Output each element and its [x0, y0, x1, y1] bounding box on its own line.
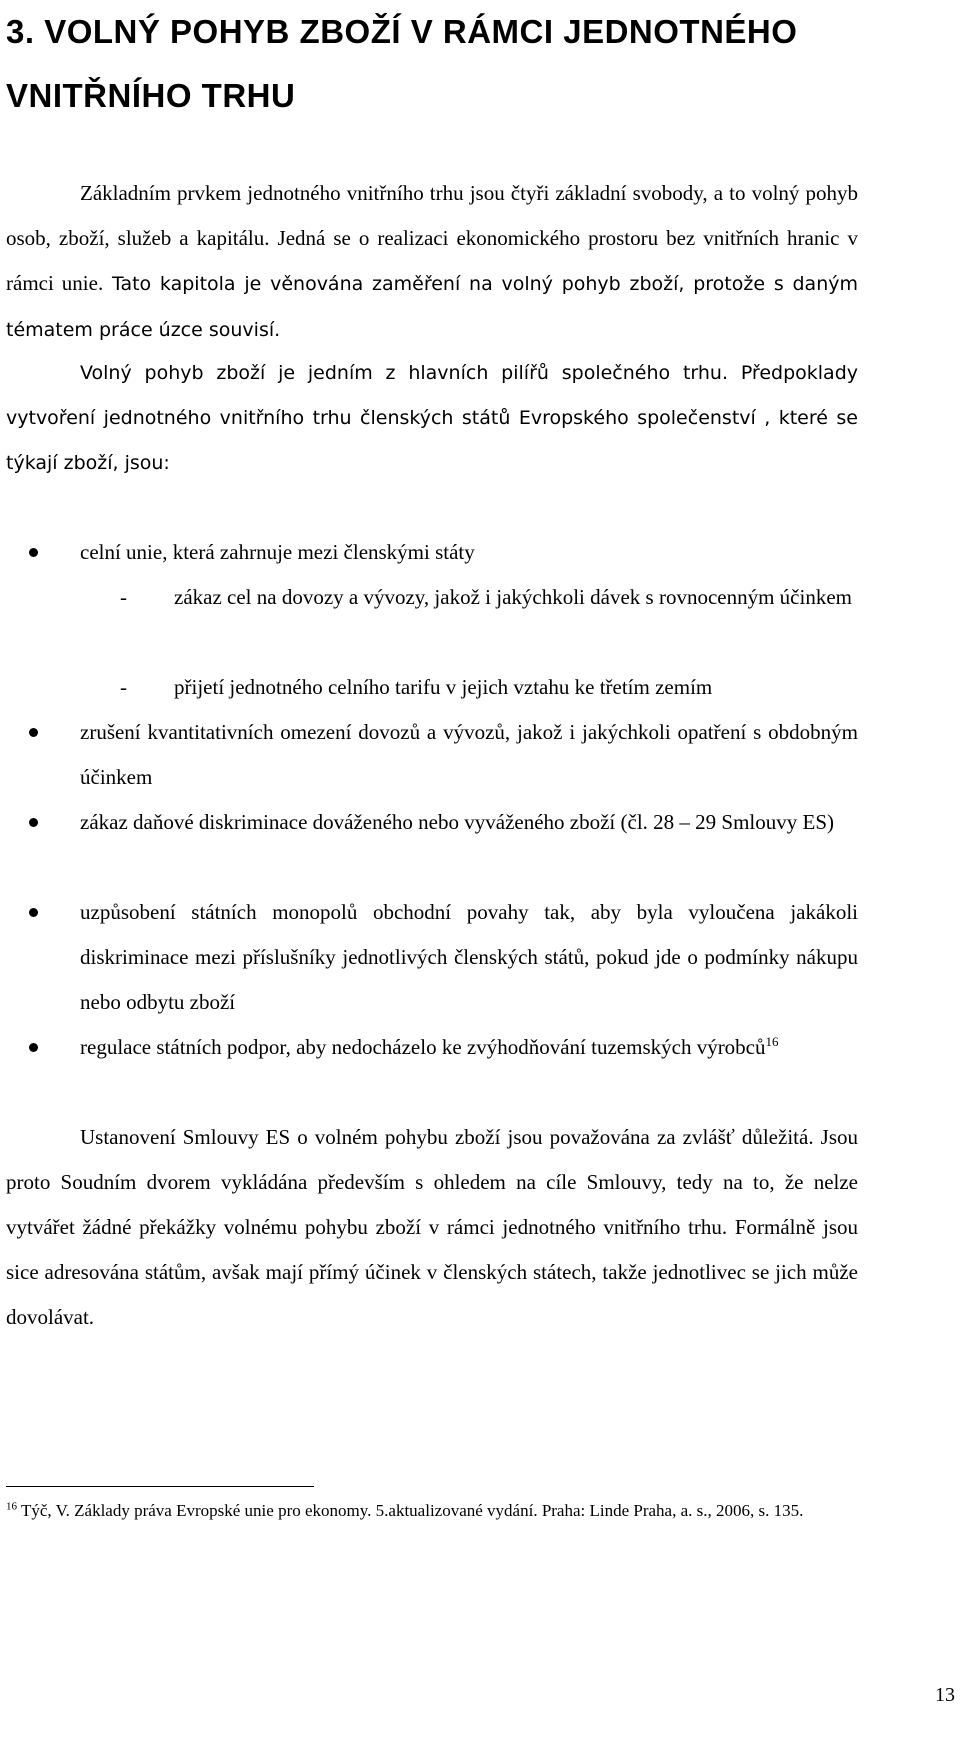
intro-sentence-3: Tato kapitola je věnována zaměření na volný pohyb zboží, protože s daným tématem práce úzce souvisí.: [6, 273, 858, 341]
page-number: 13: [935, 1684, 955, 1706]
list-item-text-main: regulace státních podpor, aby nedocházelo ke zvýhodňování tuzemských výrobců: [80, 1035, 766, 1059]
bullet-icon: [29, 1043, 38, 1052]
list-item-text: uzpůsobení státních monopolů obchodní povahy tak, aby byla vyloučena jakákoli diskriminace mezi příslušníky jednotlivých členských států, pokud jde o podmínky nákupu nebo odbytu zboží: [80, 900, 858, 1014]
footnote: [6, 1494, 858, 1528]
sub-list-item-text: zákaz cel na dovozy a vývozy, jakož i jakýchkoli dávek s rovnocenným účinkem: [174, 585, 852, 609]
intro-sentence-1: Základním prvkem jednotného vnitřního trhu jsou čtyři základní svobody, a to volný pohyb osob, zboží, služeb a kapitálu.: [6, 181, 858, 250]
footnote-reference[interactable]: 16: [765, 1034, 779, 1049]
footnote-divider: [6, 1486, 314, 1487]
sub-list-item-text: přijetí jednotného celního tarifu v jejich vztahu ke třetím zemím: [174, 675, 713, 699]
bullet-icon: [29, 548, 38, 557]
chapter-heading: [6, 0, 946, 128]
intro-paragraph: [6, 171, 858, 353]
bullet-icon: [29, 818, 38, 827]
list-item-text: [80, 1025, 858, 1070]
chapter-heading-line-2: VNITŘNÍHO TRHU: [6, 77, 296, 114]
intro-sentence-2: Jedná se o realizaci ekonomického prostoru bez vnitřních hranic v rámci unie.: [6, 226, 859, 295]
chapter-heading-line-1: 3. VOLNÝ POHYB ZBOŽÍ V RÁMCI JEDNOTNÉHO: [6, 13, 798, 50]
footnote-text: Týč, V. Základy práva Evropské unie pro ekonomy. 5.aktualizované vydání. Praha: Linde Praha, a. s., 2006, s. 135.: [17, 1501, 804, 1520]
dash-icon: -: [120, 675, 127, 699]
list-item-text: zákaz daňové diskriminace dováženého nebo vyváženého zboží (čl. 28 – 29 Smlouvy ES): [80, 810, 835, 834]
bullet-icon: [29, 728, 38, 737]
list-item-text: zrušení kvantitativních omezení dovozů a vývozů, jakož i jakýchkoli opatření s obdobným účinkem: [80, 720, 858, 789]
dash-icon: -: [120, 585, 127, 609]
pillar-paragraph: Volný pohyb zboží je jedním z hlavních pilířů společného trhu. Předpoklady vytvoření jednotného vnitřního trhu členských států Evropského společenství , které se týkají zboží, jsou:: [6, 362, 858, 474]
bullet-icon: [29, 908, 38, 917]
list-item-text: celní unie, která zahrnuje mezi členskými státy: [80, 540, 475, 564]
closing-paragraph: Ustanovení Smlouvy ES o volném pohybu zboží jsou považována za zvlášť důležitá. Jsou proto Soudním dvorem vykládána především s ohledem na cíle Smlouvy, tedy na to, že nelze vytvářet žádné překážky volnému pohybu zboží v rámci jednotného vnitřního trhu. Formálně jsou sice adresována státům, avšak mají přímý účinek v členských státech, takže jednotlivec se jich může dovolávat.: [6, 1125, 858, 1329]
footnote-number: 16: [6, 1500, 17, 1513]
